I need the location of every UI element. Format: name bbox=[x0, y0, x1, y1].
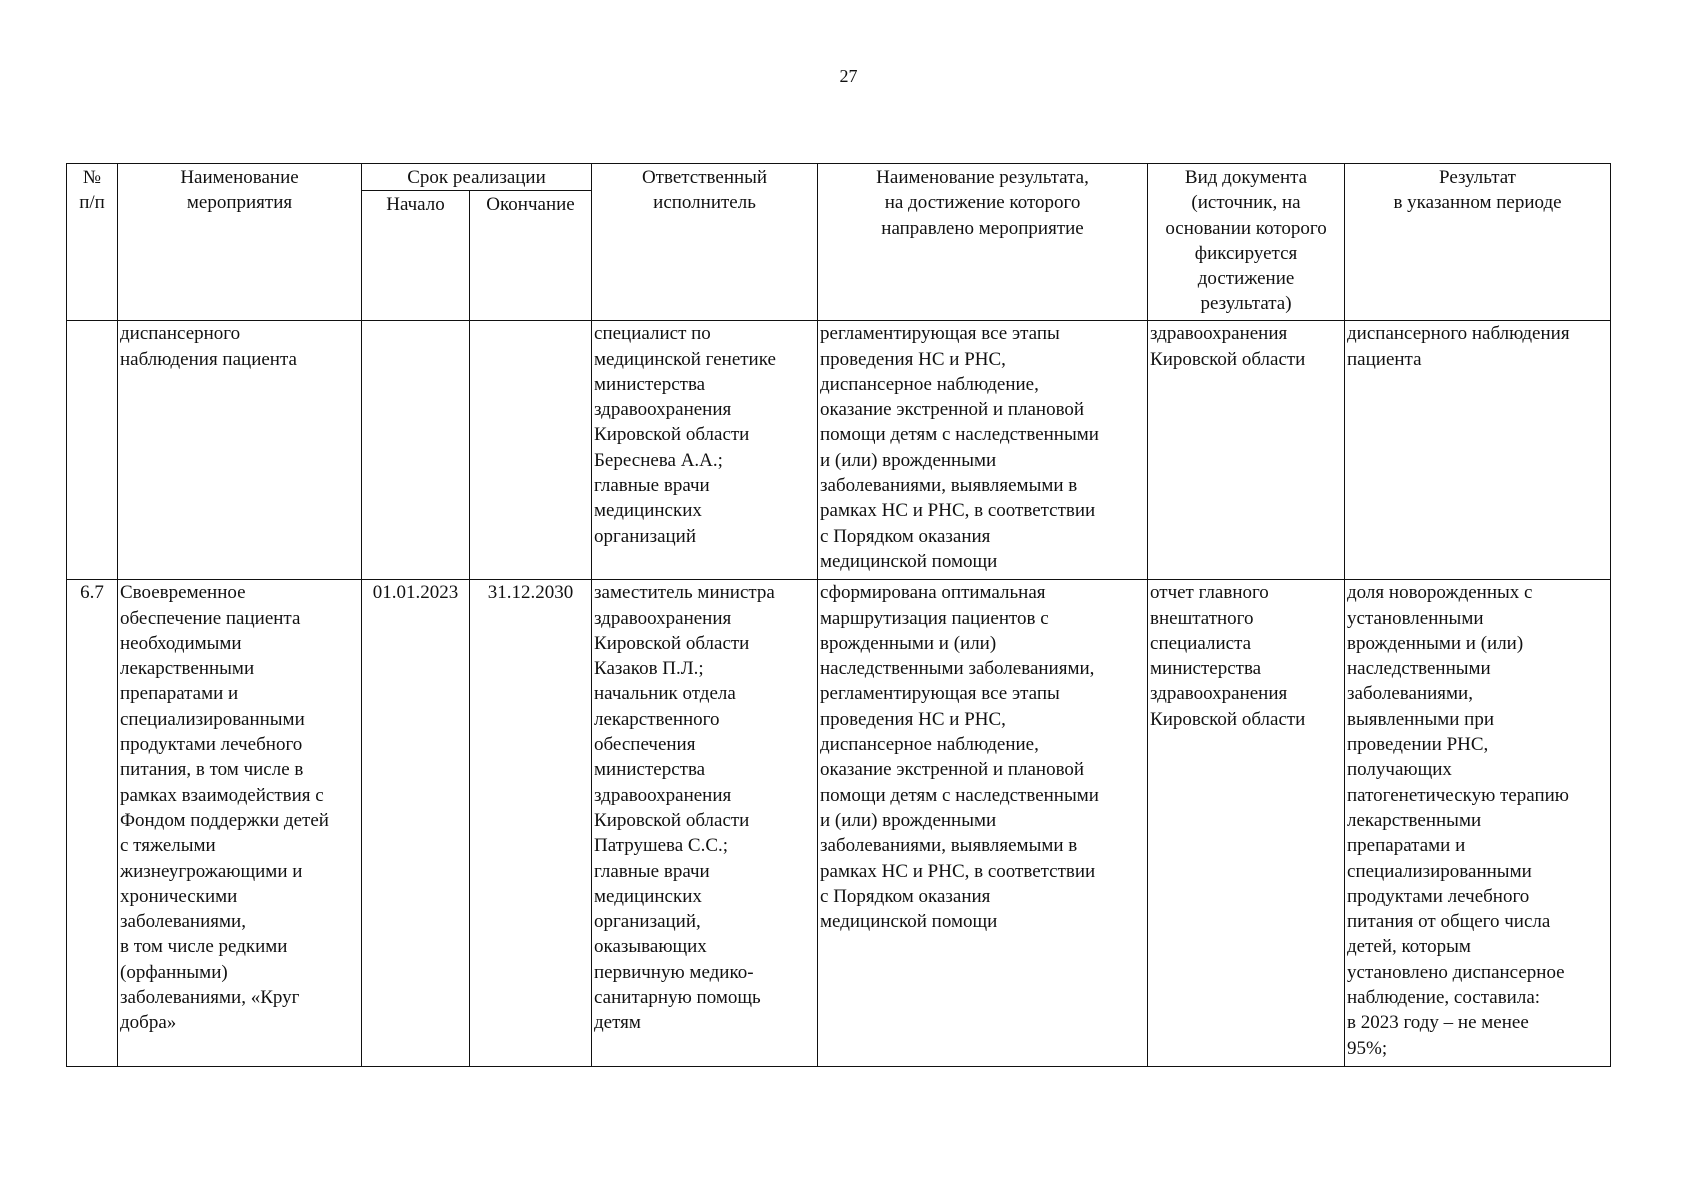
header-num: № п/п bbox=[67, 164, 118, 321]
cell-end: 31.12.2030 bbox=[470, 580, 592, 1067]
cell-result-name: сформирована оптимальная маршрутизация пациентов с врожденными и (или) наследственными заболеваниями, регламентирующая все этапы проведения НС и РНС, диспансерное наблюдение, оказание экстренной и плановой помощи детям с наследственными и (или) врожденными заболеваниями, выявляемыми в рамках НС и РНС, в соответствии с Порядком оказания медицинской помощи bbox=[818, 580, 1148, 1067]
cell-responsible: заместитель министра здравоохранения Кировской области Казаков П.Л.; начальник отдела лекарственного обеспечения министерства здравоохранения Кировской области Патрушева С.С.; главные врачи медицинских организаций, оказывающих первичную медико- санитарную помощь детям bbox=[592, 580, 818, 1067]
cell-name: Своевременное обеспечение пациента необходимыми лекарственными препаратами и специализированными продуктами лечебного питания, в том числе в рамках взаимодействия с Фондом поддержки детей с тяжелыми жизнеугрожающими и хроническими заболеваниями, в том числе редкими (орфанными) заболеваниями, «Круг добра» bbox=[118, 580, 362, 1067]
header-document: Вид документа (источник, на основании которого фиксируется достижение результата) bbox=[1148, 164, 1345, 321]
cell-num bbox=[67, 321, 118, 580]
table-row bbox=[67, 321, 1611, 580]
cell-start: 01.01.2023 bbox=[362, 580, 470, 1067]
cell-document: здравоохранения Кировской области bbox=[1148, 321, 1345, 580]
header-start: Начало bbox=[362, 191, 470, 321]
header-result-name: Наименование результата, на достижение которого направлено мероприятие bbox=[818, 164, 1148, 321]
cell-result: диспансерного наблюдения пациента bbox=[1345, 321, 1611, 580]
cell-name: диспансерного наблюдения пациента bbox=[118, 321, 362, 580]
header-end: Окончание bbox=[470, 191, 592, 321]
header-row-1 bbox=[67, 164, 1611, 191]
cell-result: доля новорожденных с установленными врожденными и (или) наследственными заболеваниями, выявленными при проведении РНС, получающих патогенетическую терапию лекарственными препаратами и специализированными продуктами лечебного питания от общего числа детей, которым установлено диспансерное наблюдение, составила: в 2023 году – не менее 95%; bbox=[1345, 580, 1611, 1067]
header-name: Наименование мероприятия bbox=[118, 164, 362, 321]
table-row bbox=[67, 580, 1611, 1067]
header-responsible: Ответственный исполнитель bbox=[592, 164, 818, 321]
cell-end bbox=[470, 321, 592, 580]
activities-table bbox=[66, 163, 1611, 1067]
header-period: Срок реализации bbox=[362, 164, 592, 191]
cell-responsible: специалист по медицинской генетике министерства здравоохранения Кировской области Береснева А.А.; главные врачи медицинских организаций bbox=[592, 321, 818, 580]
header-result: Результат в указанном периоде bbox=[1345, 164, 1611, 321]
cell-document: отчет главного внештатного специалиста министерства здравоохранения Кировской области bbox=[1148, 580, 1345, 1067]
cell-num: 6.7 bbox=[67, 580, 118, 1067]
page-number: 27 bbox=[839, 66, 858, 86]
cell-start bbox=[362, 321, 470, 580]
cell-result-name: регламентирующая все этапы проведения НС и РНС, диспансерное наблюдение, оказание экстренной и плановой помощи детям с наследственными и (или) врожденными заболеваниями, выявляемыми в рамках НС и РНС, в соответствии с Порядком оказания медицинской помощи bbox=[818, 321, 1148, 580]
